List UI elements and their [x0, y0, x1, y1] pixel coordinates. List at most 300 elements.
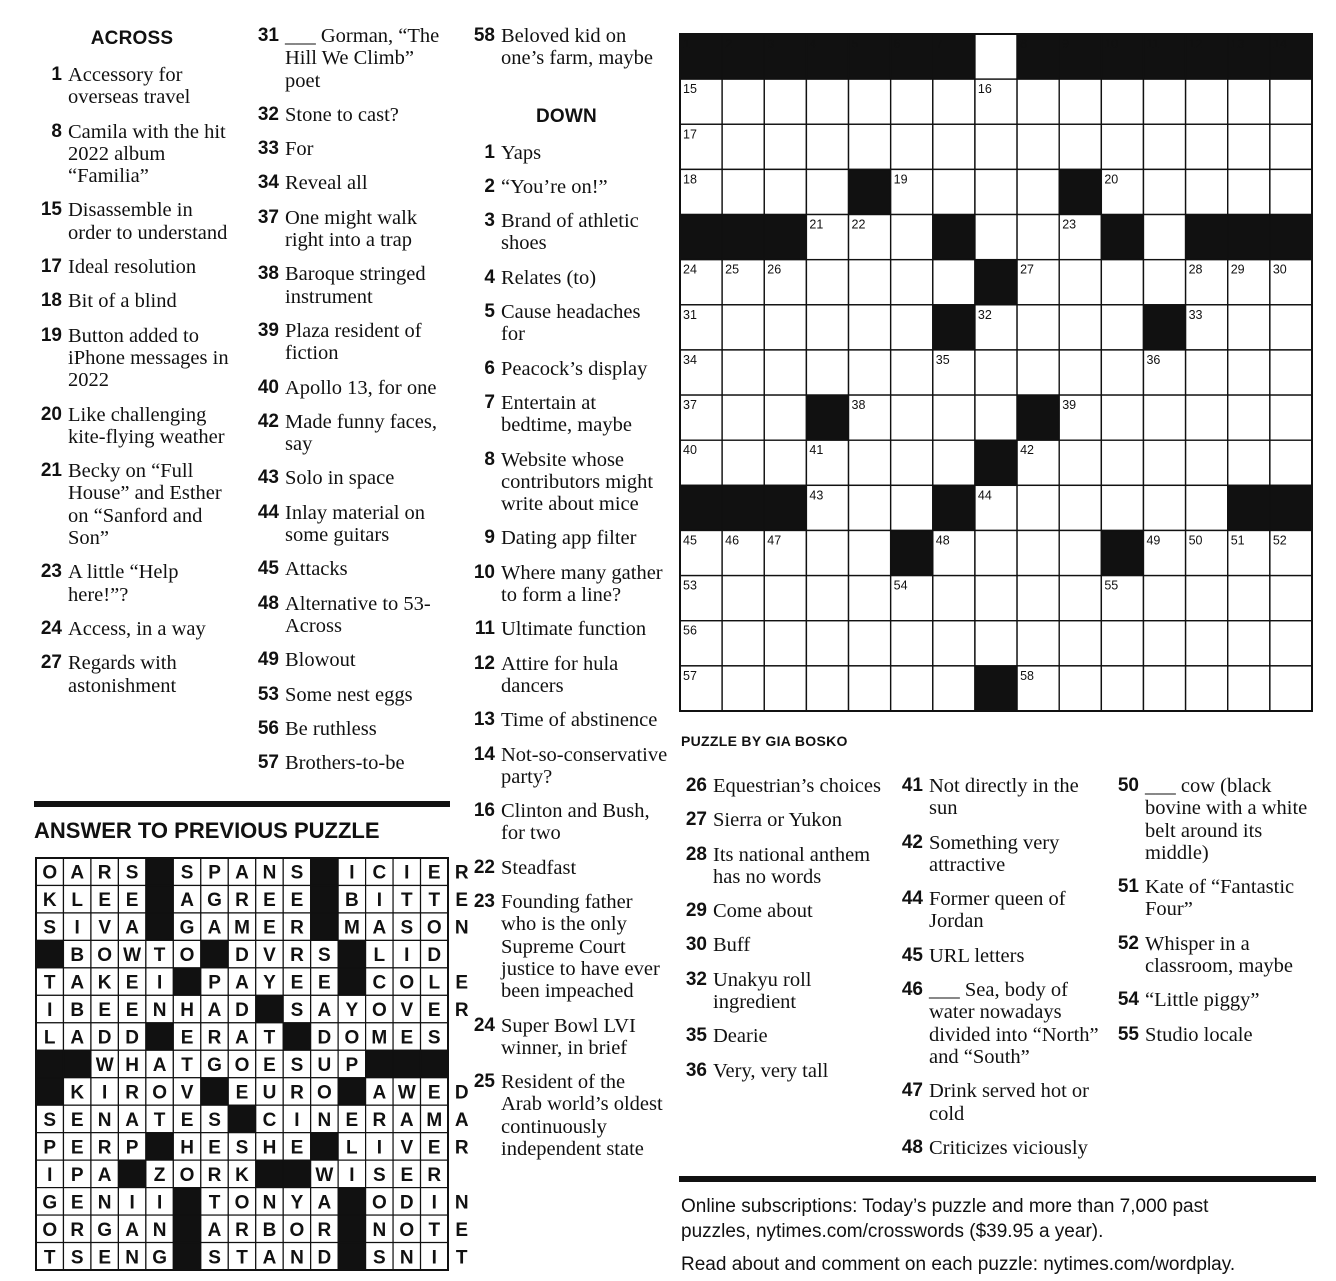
grid-cell[interactable] [1143, 169, 1185, 214]
grid-cell[interactable] [849, 666, 891, 711]
grid-cell[interactable] [722, 621, 764, 666]
grid-cell[interactable] [849, 485, 891, 530]
grid-cell[interactable] [891, 260, 933, 305]
cell-number: 18 [683, 172, 697, 187]
clue-number: 55 [1117, 1023, 1139, 1045]
answer-letter: P [345, 1055, 359, 1076]
answer-letter: R [235, 890, 249, 912]
grid-cell[interactable] [891, 666, 933, 711]
grid-cell[interactable] [1101, 440, 1143, 485]
cell-number: 42 [1020, 443, 1034, 458]
answer-letter: M [343, 917, 360, 939]
answer-letter: A [70, 862, 85, 884]
footer-divider [679, 1176, 1316, 1182]
answer-letter: E [290, 1137, 304, 1159]
clue-item [32, 652, 232, 697]
answer-letter: E [427, 1137, 441, 1159]
grid-cell[interactable] [891, 215, 933, 260]
clue-number: 1 [484, 141, 495, 163]
grid-cell[interactable] [806, 350, 848, 395]
grid-cell[interactable] [891, 305, 933, 350]
grid-cell[interactable] [1228, 79, 1270, 124]
grid-cell[interactable] [849, 530, 891, 575]
grid-cell[interactable] [849, 621, 891, 666]
grid-cell[interactable] [806, 124, 848, 169]
grid-cell[interactable] [1059, 79, 1101, 124]
clue-number: 41 [901, 775, 923, 796]
cell-number: 16 [977, 82, 992, 97]
answer-letter: R [317, 1219, 332, 1241]
grid-cell[interactable] [975, 34, 1017, 79]
grid-cell[interactable] [1017, 621, 1059, 666]
grid-cell[interactable] [722, 305, 764, 350]
grid-block [806, 395, 848, 440]
clue-item [677, 934, 882, 956]
grid-cell[interactable] [1270, 576, 1312, 621]
answer-letter: G [207, 1055, 222, 1076]
answer-block [256, 1160, 283, 1187]
down-list-4 [1109, 775, 1319, 1046]
answer-letter: I [156, 972, 163, 994]
grid-cell[interactable] [1059, 305, 1101, 350]
clue-item [32, 404, 232, 449]
answer-letter: O [371, 1000, 387, 1022]
answer-letter: D [125, 1027, 140, 1049]
clue-item [464, 301, 669, 346]
grid-cell[interactable] [764, 124, 806, 169]
grid-cell[interactable] [1270, 79, 1312, 124]
clue-text: Its national anthem has no words [713, 843, 871, 888]
grid-cell[interactable] [764, 440, 806, 485]
answer-letter: A [317, 1192, 332, 1214]
grid-cell[interactable] [1270, 621, 1312, 666]
grid-cell[interactable] [1059, 485, 1101, 530]
grid-cell[interactable] [975, 124, 1017, 169]
grid-cell[interactable] [891, 79, 933, 124]
grid-cell[interactable] [891, 440, 933, 485]
grid-block [1017, 395, 1059, 440]
grid-cell[interactable] [891, 485, 933, 530]
across-list-1 [32, 64, 232, 697]
answer-block [146, 858, 173, 885]
grid-cell[interactable] [1143, 666, 1185, 711]
answer-letter: R [427, 1164, 442, 1186]
clue-number: 32 [685, 968, 707, 990]
clue-text: Solo in space [285, 467, 395, 490]
grid-cell[interactable] [1101, 305, 1143, 350]
grid-cell[interactable] [1228, 576, 1270, 621]
grid-cell[interactable] [1270, 169, 1312, 214]
cell-number: 4 [809, 37, 817, 51]
grid-cell[interactable] [722, 440, 764, 485]
grid-cell[interactable] [1143, 79, 1185, 124]
answer-block [338, 1078, 365, 1105]
answer-letter: R [454, 862, 469, 884]
down-column-1 [464, 0, 669, 1172]
clue-text: URL letters [929, 944, 1025, 967]
grid-cell[interactable] [1186, 576, 1228, 621]
crossword-grid[interactable] [679, 33, 1313, 712]
clue-text: Inlay material on some guitars [285, 501, 426, 547]
grid-cell[interactable] [1101, 485, 1143, 530]
answer-letter: I [102, 1082, 108, 1104]
clue-item [246, 104, 454, 126]
answer-letter: C [262, 1109, 277, 1131]
grid-cell[interactable] [1186, 169, 1228, 214]
grid-cell[interactable] [1143, 576, 1185, 621]
answer-letter: E [70, 1109, 84, 1131]
grid-cell[interactable] [1186, 395, 1228, 440]
clue-item [893, 979, 1103, 1068]
cell-number: 13 [1230, 37, 1245, 51]
answer-letter: W [123, 945, 142, 967]
answer-letter: A [262, 1247, 277, 1269]
grid-cell[interactable] [1270, 305, 1312, 350]
grid-cell[interactable] [1143, 395, 1185, 440]
answer-letter: I [376, 1137, 382, 1159]
grid-cell[interactable] [933, 440, 975, 485]
clue-item [464, 891, 669, 1002]
clue-number: 24 [40, 617, 62, 639]
grid-cell[interactable] [1059, 124, 1101, 169]
clue-item [677, 775, 882, 797]
grid-cell[interactable] [764, 305, 806, 350]
grid-cell[interactable] [1017, 350, 1059, 395]
grid-cell[interactable] [1270, 350, 1312, 395]
cell-number: 5 [851, 37, 859, 51]
clue-text: “Little piggy” [1145, 989, 1260, 1012]
clue-item [246, 25, 454, 92]
answer-block [338, 968, 365, 995]
answer-letter: R [290, 945, 304, 967]
across-list-2 [246, 25, 454, 774]
grid-cell[interactable] [1228, 621, 1270, 666]
cell-number: 28 [1188, 262, 1203, 277]
grid-cell[interactable] [975, 350, 1017, 395]
grid-cell[interactable] [1143, 260, 1185, 305]
grid-cell[interactable] [1186, 621, 1228, 666]
clue-number: 13 [473, 709, 495, 731]
answer-letter: O [371, 1192, 387, 1214]
grid-cell[interactable] [1228, 350, 1270, 395]
answer-letter: D [235, 1000, 249, 1022]
grid-cell[interactable] [1059, 440, 1101, 485]
grid-cell[interactable] [1228, 169, 1270, 214]
grid-cell[interactable] [891, 621, 933, 666]
answer-letter: O [317, 1082, 332, 1104]
clue-text: Beloved kid on one’s farm, maybe [501, 25, 653, 70]
answer-letter: N [97, 1109, 112, 1131]
grid-cell[interactable] [722, 666, 764, 711]
grid-cell[interactable] [1143, 621, 1185, 666]
grid-cell[interactable] [1101, 666, 1143, 711]
grid-cell[interactable] [1101, 395, 1143, 440]
grid-cell[interactable] [806, 530, 848, 575]
grid-cell[interactable] [722, 350, 764, 395]
clue-item [464, 358, 669, 380]
grid-cell[interactable] [806, 260, 848, 305]
answer-letter: T [43, 1247, 56, 1269]
grid-cell[interactable] [1017, 79, 1059, 124]
grid-cell[interactable] [722, 576, 764, 621]
grid-cell[interactable] [1101, 124, 1143, 169]
grid-cell[interactable] [806, 621, 848, 666]
clue-text: Dating app filter [501, 527, 637, 550]
clue-text: Bit of a blind [68, 290, 177, 313]
answer-letter: S [208, 1247, 221, 1269]
grid-cell[interactable] [764, 666, 806, 711]
answer-block [36, 940, 63, 967]
clue-number: 23 [473, 891, 495, 913]
clue-item [464, 800, 669, 845]
grid-cell[interactable] [1059, 666, 1101, 711]
cell-number: 43 [809, 488, 824, 503]
answer-letter: E [98, 1247, 112, 1269]
answer-letter: D [97, 1027, 112, 1049]
grid-cell[interactable] [1228, 440, 1270, 485]
grid-cell[interactable] [1017, 530, 1059, 575]
answer-letter: I [156, 1192, 163, 1214]
grid-cell[interactable] [933, 621, 975, 666]
cell-number: 53 [683, 578, 697, 593]
grid-cell[interactable] [849, 305, 891, 350]
grid-cell[interactable] [1228, 666, 1270, 711]
answer-letter: K [42, 890, 57, 912]
clue-number: 15 [40, 199, 62, 221]
answer-letter: T [208, 1192, 221, 1214]
grid-cell[interactable] [1186, 79, 1228, 124]
cell-number: 34 [683, 352, 697, 367]
grid-cell[interactable] [1143, 124, 1185, 169]
clue-text: Website whose contributors might write about mice [501, 448, 654, 516]
answer-letter: N [454, 1192, 469, 1214]
answer-letter: S [180, 862, 194, 884]
answer-block [338, 1188, 365, 1215]
grid-cell[interactable] [722, 79, 764, 124]
grid-cell[interactable] [1017, 215, 1059, 260]
grid-cell[interactable] [1228, 395, 1270, 440]
answer-block [173, 968, 200, 995]
grid-cell[interactable] [1228, 305, 1270, 350]
clue-text: Peacock’s display [501, 357, 648, 380]
cell-number: 49 [1146, 533, 1161, 548]
grid-cell[interactable] [764, 169, 806, 214]
grid-cell[interactable] [933, 79, 975, 124]
grid-block [849, 169, 891, 214]
grid-block [680, 485, 722, 530]
grid-cell[interactable] [933, 395, 975, 440]
answer-letter: G [97, 1219, 113, 1241]
grid-cell[interactable] [891, 124, 933, 169]
answer-letter: L [373, 945, 386, 967]
grid-cell[interactable] [975, 621, 1017, 666]
grid-cell[interactable] [1059, 621, 1101, 666]
grid-cell[interactable] [764, 621, 806, 666]
grid-cell[interactable] [1059, 260, 1101, 305]
grid-cell[interactable] [849, 79, 891, 124]
grid-cell[interactable] [806, 79, 848, 124]
grid-cell[interactable] [1017, 169, 1059, 214]
grid-cell[interactable] [849, 124, 891, 169]
answer-block [366, 1050, 393, 1077]
clue-number: 48 [901, 1136, 923, 1158]
grid-cell[interactable] [849, 350, 891, 395]
grid-cell[interactable] [975, 169, 1017, 214]
grid-cell[interactable] [933, 124, 975, 169]
answer-letter: G [152, 1247, 167, 1269]
grid-cell[interactable] [1101, 260, 1143, 305]
grid-cell[interactable] [933, 666, 975, 711]
grid-cell[interactable] [1059, 350, 1101, 395]
clue-item [246, 138, 454, 160]
clue-item [677, 844, 882, 889]
grid-cell[interactable] [806, 666, 848, 711]
answer-letter: E [98, 890, 112, 912]
grid-cell[interactable] [933, 576, 975, 621]
clue-item [1109, 775, 1319, 864]
answer-letter: V [263, 945, 276, 967]
grid-cell[interactable] [1270, 440, 1312, 485]
grid-cell[interactable] [849, 576, 891, 621]
grid-block [680, 215, 722, 260]
cell-number: 7 [935, 37, 943, 51]
grid-cell[interactable] [849, 260, 891, 305]
grid-cell[interactable] [722, 169, 764, 214]
answer-letter: P [208, 862, 221, 884]
grid-cell[interactable] [806, 576, 848, 621]
answer-letter: B [344, 890, 359, 912]
grid-cell[interactable] [1270, 124, 1312, 169]
clue-item [32, 325, 232, 392]
cell-number: 14 [1272, 37, 1287, 51]
grid-cell[interactable] [1017, 576, 1059, 621]
cell-number: 39 [1062, 398, 1077, 413]
grid-cell[interactable] [764, 350, 806, 395]
answer-letter: E [125, 972, 139, 994]
grid-cell[interactable] [849, 440, 891, 485]
answer-letter: E [427, 1082, 441, 1104]
grid-cell[interactable] [1143, 485, 1185, 530]
grid-cell[interactable] [806, 305, 848, 350]
clue-text: Buff [713, 934, 751, 957]
grid-cell[interactable] [1143, 215, 1185, 260]
answer-letter: E [98, 1000, 112, 1022]
cell-number: 27 [1020, 262, 1034, 277]
answer-letter: U [317, 1055, 332, 1076]
grid-cell[interactable] [1186, 485, 1228, 530]
grid-cell[interactable] [1017, 124, 1059, 169]
grid-cell[interactable] [1270, 395, 1312, 440]
grid-cell[interactable] [1143, 440, 1185, 485]
answer-block [311, 913, 338, 940]
clue-number: 11 [474, 618, 495, 640]
grid-cell[interactable] [1059, 576, 1101, 621]
clue-number: 6 [484, 357, 495, 379]
answer-letter: D [399, 1192, 414, 1214]
clue-item [246, 263, 454, 308]
clue-text: Entertain at bedtime, maybe [501, 391, 632, 437]
cell-number: 21 [809, 217, 824, 232]
grid-cell[interactable] [1186, 440, 1228, 485]
clue-text: Time of abstinence [501, 709, 658, 732]
grid-cell[interactable] [1017, 485, 1059, 530]
answer-letter: T [236, 1247, 248, 1269]
answer-block [173, 1188, 200, 1215]
answer-block [36, 1078, 63, 1105]
clue-item [893, 888, 1103, 933]
cell-number: 37 [683, 398, 697, 413]
grid-cell[interactable] [1101, 79, 1143, 124]
grid-cell[interactable] [1186, 350, 1228, 395]
grid-cell[interactable] [806, 169, 848, 214]
clue-text: Attacks [285, 558, 348, 581]
grid-cell[interactable] [975, 576, 1017, 621]
answer-letter: O [179, 945, 195, 967]
grid-cell[interactable] [1101, 350, 1143, 395]
clue-item [246, 377, 454, 399]
grid-cell[interactable] [1270, 666, 1312, 711]
answer-letter: K [70, 1082, 85, 1104]
grid-cell[interactable] [933, 169, 975, 214]
clue-item [246, 502, 454, 547]
grid-cell[interactable] [1017, 305, 1059, 350]
clue-text: Alternative to 53-Across [285, 592, 431, 637]
grid-cell[interactable] [764, 79, 806, 124]
cell-number: 1 [683, 37, 690, 51]
answer-row [47, 1165, 441, 1186]
clue-number: 44 [257, 501, 279, 523]
answer-letter: O [426, 917, 442, 939]
grid-cell[interactable] [1228, 124, 1270, 169]
answer-letter: O [42, 862, 58, 884]
clue-item [893, 775, 1103, 820]
grid-cell[interactable] [1059, 530, 1101, 575]
grid-cell[interactable] [975, 215, 1017, 260]
grid-cell[interactable] [764, 395, 806, 440]
cell-number: 47 [767, 533, 782, 548]
grid-cell[interactable] [764, 576, 806, 621]
answer-letter: A [399, 1109, 414, 1131]
clue-item [464, 267, 669, 289]
grid-cell[interactable] [891, 350, 933, 395]
clue-item [464, 562, 669, 607]
clue-number: 21 [40, 460, 62, 482]
grid-cell[interactable] [975, 395, 1017, 440]
grid-cell[interactable] [722, 124, 764, 169]
clue-text: Some nest eggs [285, 683, 413, 706]
down-list-3 [893, 775, 1103, 1159]
grid-cell[interactable] [1101, 621, 1143, 666]
clue-text: Disassemble in order to understand [68, 199, 228, 244]
grid-cell[interactable] [933, 260, 975, 305]
clue-number: 58 [473, 25, 495, 46]
grid-cell[interactable] [1186, 124, 1228, 169]
answer-letter: L [346, 1137, 358, 1159]
grid-cell[interactable] [975, 530, 1017, 575]
answer-letter: A [207, 917, 222, 939]
clue-text: Reveal all [285, 172, 368, 195]
grid-cell[interactable] [891, 395, 933, 440]
grid-cell[interactable] [722, 395, 764, 440]
clue-number: 40 [257, 376, 279, 398]
clue-number: 20 [40, 403, 62, 425]
answer-letter: I [294, 1109, 300, 1131]
clue-item [677, 809, 882, 831]
grid-cell[interactable] [1186, 666, 1228, 711]
answer-letter: E [263, 890, 276, 912]
answer-letter: E [290, 890, 304, 912]
answer-block [393, 1050, 420, 1077]
